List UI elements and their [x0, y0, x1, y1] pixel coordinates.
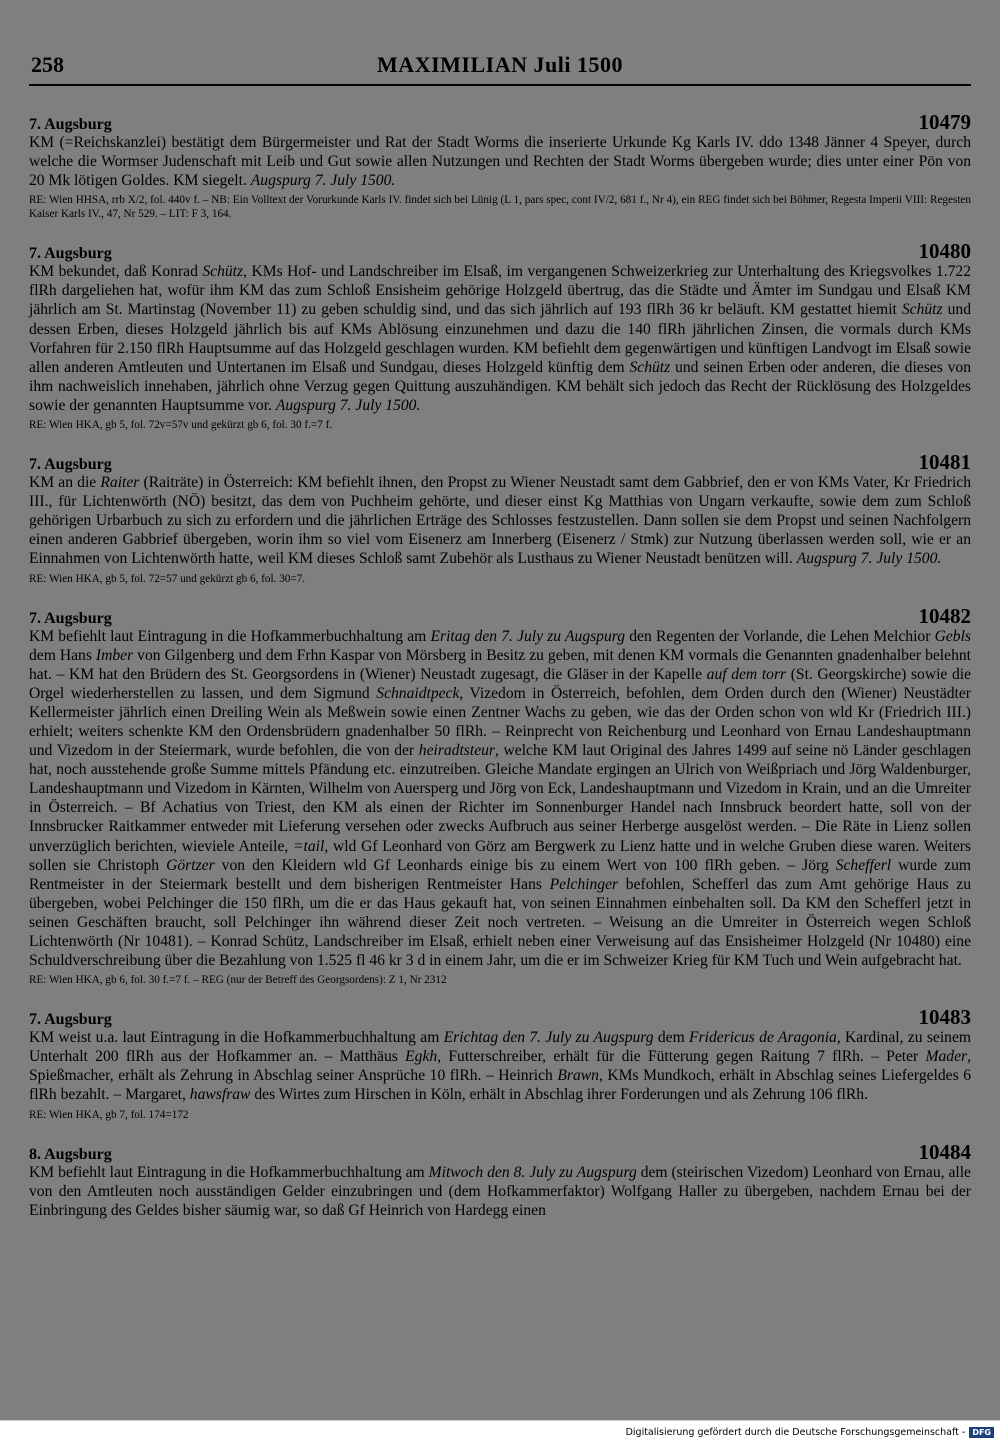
entry-reference: RE: Wien HKA, gb 7, fol. 174=172 — [29, 1108, 189, 1121]
entry-body: KM an die Raiter (Raiträte) in Österreich: KM befiehlt ihnen, den Propst zu Wiener Neustadt samt dem Gabbrief, den er von KMs Vater, Kr Friedrich III., für Lichtenwörth (NÖ) besitzt, das dem von Puchheim gehörte, und dieser einst Kg Matthias von Ungarn verkaufte, sowie dem zum Schloß gehörigen Urbarbuch zu sich zu erfordern und die jährlichen Erträge des Schlosses festzustellen. Dann sollen sie dem Propst und seinen Nachfolgern einen anderen Gabbrief übergeben, worin ihm so viel vom Eisenerz am Innerberg (Eisenerz / Stmk) zur Nutzung überlassen werden soll, wie er an Einnahmen von Lichtenwörth hatte, weil KM dieses Schloß samt Zubehör als Lusthaus zu Wiener Neustadt benützen will. Augspurg 7. July 1500. — [29, 474, 972, 568]
entry-number: 10482 — [918, 603, 971, 628]
entry-header — [29, 239, 971, 264]
entry-date: 7. Augsburg — [29, 609, 112, 627]
page-number: 258 — [31, 52, 64, 77]
entry-number: 10479 — [918, 110, 971, 134]
entry-number: 10483 — [918, 1005, 971, 1030]
entry-reference: RE: Wien HKA, gb 6, fol. 30 f.=7 f. – REG (nur der Betreff des Georgsordens): Z 1, Nr 2312 — [29, 974, 447, 987]
entry-date: 7. Augsburg — [29, 116, 112, 133]
entry-number: 10484 — [918, 1139, 971, 1164]
entry-body: KM (=Reichskanzlei) bestätigt dem Bürgermeister und Rat der Stadt Worms die inserierte Urkunde Kg Karls IV. ddo 1348 Jänner 4 Speyer, durch welche die Wormser Judenschaft mit Leib und Gut sowie allen Nutzungen und Rechten der Stadt Worms übergeben wurde; dies unter einer Pön von 20 Mk lötigen Goldes. KM siegelt. Augspurg 7. July 1500. — [29, 134, 971, 190]
entry-date: 7. Augsburg — [29, 245, 112, 263]
regest-entry — [29, 239, 971, 432]
entry-date: 8. Augsburg — [29, 1145, 112, 1163]
footer-bar — [0, 1420, 1000, 1443]
entry-header — [29, 1140, 971, 1162]
document-page — [29, 52, 971, 1220]
entry-date: 7. Augsburg — [29, 456, 112, 474]
entry-number: 10480 — [918, 239, 971, 264]
entry-header — [29, 604, 971, 626]
regest-entry — [29, 604, 971, 988]
entry-number: 10481 — [918, 450, 971, 475]
entry-header — [29, 1005, 971, 1030]
entry-body: KM bekundet, daß Konrad Schütz, KMs Hof- und Landschreiber im Elsaß, im vergangenen Schweizerkrieg zur Unterhaltung des Kriegsvolkes 1.722 flRh dargeliehen hat, wofür ihm KM das zum Schloß Ensisheim gehörige Holzgeld übertrug, das die Städte und Ämter im Sundgau und Elsaß KM jährlich am St. Martinstag (November 11) zu geben schuldig sind, und das sich jährlich auf 193 flRh 36 kr beläuft. KM gestattet hiemit Schütz und dessen Erben, dieses Holzgeld jährlich bis auf KMs Ablösung einzunehmen und dazu die 140 flRh jährlichen Zinsen, die vormals durch KMs Vorfahren für 2.150 flRh Hauptsumme auf das Holzgeld geschlagen wurden. KM befiehlt dem gegenwärtigen und künftigen Landvogt im Elsaß sowie allen anderen Amtleuten und Untertanen im Elsaß und Sundgau, dieses Holzgeld künftig dem Schütz und seinen Erben oder anderen, die dieses von ihm nachweislich innehaben, jährlich ohne Verzug gegen Quittung auszuhändigen. KM behält sich jedoch das Recht der Rücklösung des Holzgeldes sowie der genannten Hauptsumme vor. Augspurg 7. July 1500. — [29, 263, 972, 414]
page-header — [29, 52, 971, 82]
entry-body: KM befiehlt laut Eintragung in die Hofkammerbuchhaltung am Eritag den 7. July zu Augspurg den Regenten der Vorlande, die Lehen Melchior Gebls dem Hans Imber von Gilgenberg und dem Frhn Kaspar von Mörsberg in Besitz zu geben, mit denen KM vormals die Genannten gnadenhalber belehnt hat. – KM hat den Brüdern des St. Georgsordens in (Wiener) Neustadt zugesagt, die Gläser in der Kapelle auf dem torr (St. Georgskirche) sowie die Orgel wiederherstellen zu lassen, und dem Sigmund Schnaidtpeck, Vizedom in Österreich, befohlen, dem Orden durch den (Wiener) Neustädter Kellermeister jährlich einen Dreiling Wein als Meßwein sowie einen Zentner Wachs zu geben, wie das der Orden schon von wld Kr (Friedrich III.) erhielt; weiters schenkte KM den Ordensbrüdern gnadenhalber 50 flRh. – Reinprecht von Reichenburg und Leonhard von Ernau Landeshauptmann und Vizedom in der Steiermark, wurde befohlen, die von der heiradtsteur, welche KM laut Original des Jahres 1499 auf seine nö Länder geschlagen hat, noch ausstehende große Summe mittels Pfändung etc. einzutreiben. Gleiche Mandate ergingen an Ulrich von Weißpriach und Jörg Waldenburger, Landeshauptmann und Vizedom in Kärnten, Wilhelm von Auersperg und Jörg von Eck, Landeshauptmann und Vizedom in Krain, und an die Umreiter in Österreich. – Bf Achatius von Triest, den KM als einen der Richter im Sonnenburger Handel nach Innsbruck beordert hatte, soll von der Innsbrucker Raitkammer entweder mit Lieferung versehen oder zwecks Aufbruch aus seiner Herberge ausgelöst werden. – Die Räte in Lienz sollen unverzüglich berichten, wieviele Anteile, =tail, wld Gf Leonhard von Görz am Bergwerk zu Lienz hatte und in welche Gruben diese waren. Weiters sollen sie Christoph Görtzer von den Kleidern wld Gf Leonhards einige bis zu einem Wert von 100 flRh geben. – Jörg Schefferl wurde zum Rentmeister in der Steiermark bestellt und dem bisherigen Rentmeister Hans Pelchinger befohlen, Schefferl das zum Amt gehörige Haus zu übergeben, wobei Pelchinger die 150 flRh, um die er das Haus gekauft hat, von seinen Einnahmen einbehalten soll. Da KM den Schefferl jetzt in seinen Geschäften braucht, soll Pelchinger ihn während dieser Zeit noch vertreten. – Weisung an die Umreiter in Österreich wegen Schloß Lichtenwörth (Nr 10481). – Konrad Schütz, Landschreiber im Elsaß, erhielt neben einer Verweisung auf das Ensisheimer Holzgeld (Nr 10480) eine Schuldverschreibung über die Bezahlung von 1.525 fl 46 kr 3 d in einem Jahr, um die er im Schweizer Krieg für KM Tuch und Wein aufgebracht hat. — [29, 627, 972, 970]
entry-list — [29, 110, 971, 1220]
running-title: MAXIMILIAN Juli 1500 — [377, 52, 623, 77]
entry-reference: RE: Wien HHSA, rrb X/2, fol. 440v f. – NB: Ein Volltext der Vorurkunde Karls IV. findet sich bei Lünig (L 1, pars spec, cont IV/2, 681 f., Nr 4), ein REG findet sich bei Böhmer, Regesta Imperii VIII: Regesten Kaiser Karls IV., 47, Nr 529. – LIT: F 3, 164. — [29, 194, 971, 221]
entry-body: KM weist u.a. laut Eintragung in die Hofkammerbuchhaltung am Erichtag den 7. July zu Augspurg dem Fridericus de Aragonia, Kardinal, zu seinem Unterhalt 200 flRh aus der Hofkammer an. – Matthäus Egkh, Futterschreiber, erhält für die Fütterung gegen Raitung 7 flRh. – Peter Mader, Spießmacher, erhält als Zehrung in Abschlag seiner Ansprüche 10 flRh. – Heinrich Brawn, KMs Mundkoch, erhält in Abschlag seines Liefergeldes 6 flRh bezahlt. – Margaret, hawsfraw des Wirtes zum Hirschen in Köln, erhält in Abschlag ihrer Forderungen und als Zehrung 106 flRh. — [29, 1029, 971, 1104]
dfg-logo: DFG — [969, 1427, 994, 1438]
entry-date: 7. Augsburg — [29, 1011, 112, 1029]
entry-reference: RE: Wien HKA, gb 5, fol. 72=57 und gekürzt gb 6, fol. 30=7. — [29, 572, 306, 585]
regest-entry — [29, 1140, 971, 1220]
header-rule — [29, 84, 971, 86]
entry-reference: RE: Wien HKA, gb 5, fol. 72v=57v und gekürzt gb 6, fol. 30 f.=7 f. — [29, 419, 333, 432]
regest-entry — [29, 110, 971, 221]
regest-entry — [29, 450, 971, 585]
entry-body: KM befiehlt laut Eintragung in die Hofkammerbuchhaltung am Mitwoch den 8. July zu Augspurg dem (steirischen Vizedom) Leonhard von Ernau, alle von den Amtleuten noch ausständigen Gelder einzubringen und (dem Hofkammerfaktor) Wolfgang Haller zu übergeben, nachdem Ernau bei der Einbringung des Geldes bisher säumig war, so daß Gf Heinrich von Hardegg einen — [29, 1163, 971, 1219]
entry-header — [29, 450, 971, 475]
footer-text: Digitalisierung gefördert durch die Deutsche Forschungsgemeinschaft - — [625, 1426, 966, 1438]
regest-entry — [29, 1005, 971, 1121]
entry-header — [29, 110, 971, 132]
